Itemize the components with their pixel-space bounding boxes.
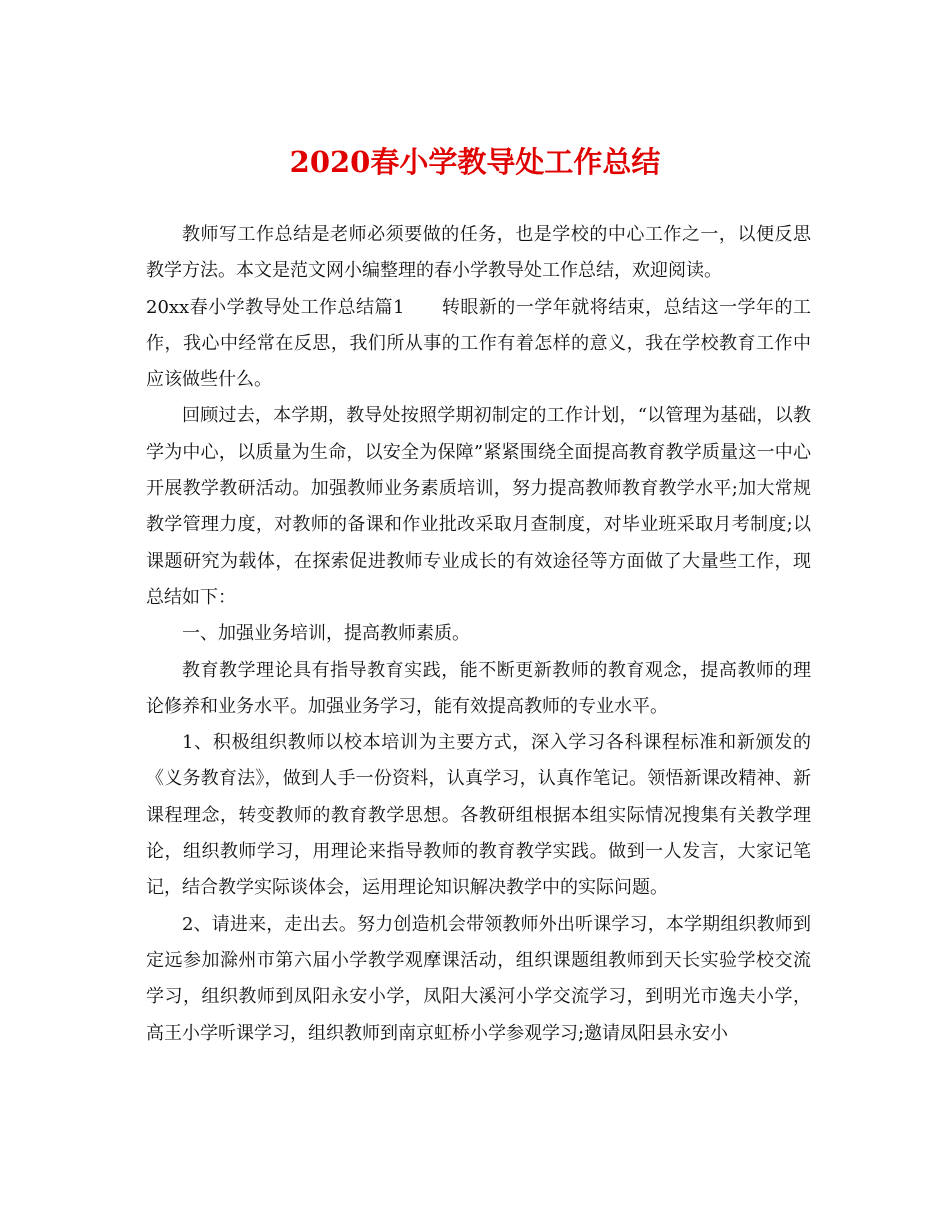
paragraph-item-1: 1、积极组织教师以校本培训为主要方式，深入学习各科课程标准和新颁发的《义务教育法》，做到人手一份资料，认真学习，认真作笔记。领悟新课改精神、新课程理念，转变教师的教育教学思想。各教研组根据本组实际情况搜集有关教学理论，组织教师学习，用理论来指导教师的教育教学实践。做到一人发言，大家记笔记，结合教学实际谈体会，运用理论知识解决教学中的实际问题。 (146, 732, 811, 899)
document-title: 2020春小学教导处工作总结 (289, 145, 661, 179)
paragraph-article-start: 20xx春小学教导处工作总结篇1 转眼新的一学年就将结束，总结这一学年的工作，我心中经常在反思，我们所从事的工作有着怎样的意义，我在学校教育工作中应该做些什么。 (146, 296, 811, 391)
paragraph-intro: 教师写工作总结是老师必须要做的任务，也是学校的中心工作之一，以便反思教学方法。本文是范文网小编整理的春小学教导处工作总结，欢迎阅读。 (146, 224, 811, 282)
paragraph-item-2: 2、请进来，走出去。努力创造机会带领教师外出听课学习，本学期组织教师到定远参加滁州市第六届小学教学观摩课活动，组织课题组教师到天长实验学校交流学习，组织教师到凤阳永安小学，凤阳大溪河小学交流学习，到明光市逸夫小学，高王小学听课学习，组织教师到南京虹桥小学参观学习;邀请凤阳县永安小 (146, 913, 811, 1044)
paragraph-theory: 教育教学理论具有指导教育实践，能不断更新教师的教育观念，提高教师的理论修养和业务水平。加强业务学习，能有效提高教师的专业水平。 (146, 659, 811, 717)
paragraph-review: 回顾过去，本学期，教导处按照学期初制定的工作计划，“以管理为基础，以教学为中心，以质量为生命，以安全为保障”紧紧围绕全面提高教育教学质量这一中心开展教学教研活动。加强教师业务素质培训，努力提高教师教育教学水平;加大常规教学管理力度，对教师的备课和作业批改采取月查制度，对毕业班采取月考制度;以课题研究为载体，在探索促进教师专业成长的有效途径等方面做了大量些工作，现总结如下： (146, 405, 811, 608)
document-body (146, 217, 811, 1052)
section-heading-1: 一、加强业务培训，提高教师素质。 (182, 623, 470, 645)
